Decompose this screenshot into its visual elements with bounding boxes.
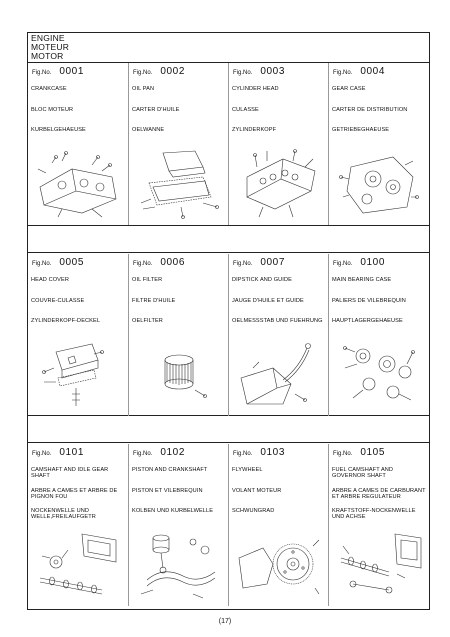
fig-number: 0100: [360, 257, 385, 268]
part-name-en: GEAR CASE: [332, 86, 366, 92]
figure-cell-0100[interactable]: [328, 254, 427, 416]
figure-row-2: [28, 254, 429, 416]
part-name-fr: CARTER D'HUILE: [132, 107, 180, 113]
part-name-fr: PALIERS DE VILEBREQUIN: [332, 298, 406, 304]
part-name-de: KURBELGEHAEUSE: [31, 127, 86, 133]
part-name-fr: ARBRE A CAMES ET ARBRE DE PIGNON FOU: [31, 488, 118, 500]
fig-label: Fig.No.: [32, 261, 52, 267]
crankcase-drawing-icon[interactable]: [32, 147, 124, 221]
page-number: (17): [218, 618, 232, 625]
part-name-de: KRAFTSTOFF-NOCKENWELLE UND ACHSE: [332, 508, 416, 520]
part-name-en: CRANKCASE: [31, 86, 67, 92]
figure-cell-0102[interactable]: [128, 444, 227, 606]
fig-number: 0002: [160, 66, 185, 77]
part-name-de: NOCKENWELLE UND WELLE,FREILAUFGETR: [31, 508, 96, 520]
part-name-en: OIL PAN: [132, 86, 155, 92]
part-name-en: HEAD COVER: [31, 277, 69, 283]
fig-label: Fig.No.: [333, 70, 353, 76]
part-name-fr: PISTON ET VILEBREQUIN: [132, 488, 203, 494]
figure-cell-0001[interactable]: [28, 63, 127, 225]
part-name-de: HAUPTLAGERGEHAEUSE: [332, 318, 403, 324]
part-name-en: MAIN BEARING CASE: [332, 277, 392, 283]
fig-label: Fig.No.: [333, 451, 353, 457]
part-name-fr: VOLANT MOTEUR: [232, 488, 282, 494]
figure-cell-0005[interactable]: [28, 254, 127, 416]
fig-label: Fig.No.: [233, 451, 253, 457]
fig-number: 0003: [260, 66, 285, 77]
part-name-fr: FILTRE D'HUILE: [132, 298, 176, 304]
fig-label: Fig.No.: [133, 70, 153, 76]
fig-number: 0004: [360, 66, 385, 77]
section-title-fr: MOTEUR: [31, 42, 70, 53]
fig-number: 0001: [59, 66, 84, 77]
part-name-de: OELMESSSTAB UND FUEHRUNG: [232, 318, 323, 324]
fig-label: Fig.No.: [233, 70, 253, 76]
fuel-camshaft-drawing-icon[interactable]: [333, 528, 425, 602]
figure-row-1: [28, 63, 429, 225]
fig-number: 0105: [360, 447, 385, 458]
part-name-de: ZYLINDERKOPF: [232, 127, 277, 133]
fig-label: Fig.No.: [233, 261, 253, 267]
part-name-de: GETRIEBEGHAEUSE: [332, 127, 390, 133]
figure-cell-0002[interactable]: [128, 63, 227, 225]
part-name-en: OIL FILTER: [132, 277, 163, 283]
part-name-fr: BLOC MOTEUR: [31, 107, 74, 113]
row-separator-band: [28, 415, 429, 443]
part-name-fr: ARBRE A CAMES DE CARBURANT ET ARBRE REGULATEUR: [332, 488, 426, 500]
main-bearing-drawing-icon[interactable]: [333, 338, 425, 412]
cylinder-head-drawing-icon[interactable]: [233, 147, 325, 221]
figure-cell-0004[interactable]: [328, 63, 427, 225]
catalog-sheet: [27, 32, 430, 610]
part-name-en: CYLINDER HEAD: [232, 86, 279, 92]
section-title: [28, 33, 429, 63]
figure-cell-0105[interactable]: [328, 444, 427, 606]
fig-label: Fig.No.: [32, 70, 52, 76]
figure-cell-0003[interactable]: [228, 63, 327, 225]
part-name-fr: CULASSE: [232, 107, 259, 113]
fig-label: Fig.No.: [32, 451, 52, 457]
fig-number: 0007: [260, 257, 285, 268]
flywheel-drawing-icon[interactable]: [233, 528, 325, 602]
part-name-de: ZYLINDERKOPF-DECKEL: [31, 318, 101, 324]
fig-label: Fig.No.: [333, 261, 353, 267]
part-name-en: FUEL CAMSHAFT AND GOVERNOR SHAFT: [332, 467, 394, 479]
part-name-en: FLYWHEEL: [232, 467, 263, 473]
part-name-de: SCHWUNGRAD: [232, 508, 275, 514]
figure-cell-0103[interactable]: [228, 444, 327, 606]
part-name-en: CAMSHAFT AND IDLE GEAR SHAFT: [31, 467, 109, 479]
fig-number: 0006: [160, 257, 185, 268]
head-cover-drawing-icon[interactable]: [32, 338, 124, 412]
fig-label: Fig.No.: [133, 261, 153, 267]
part-name-de: KOLBEN UND KURBELWELLE: [132, 508, 214, 514]
part-name-en: PISTON AND CRANKSHAFT: [132, 467, 208, 473]
fig-label: Fig.No.: [133, 451, 153, 457]
piston-crankshaft-drawing-icon[interactable]: [133, 528, 225, 602]
section-title-en: ENGINE: [31, 33, 65, 43]
part-name-fr: JAUGE D'HUILE ET GUIDE: [232, 298, 304, 304]
part-name-de: OELFILTER: [132, 318, 163, 324]
section-title-de: MOTOR: [31, 51, 64, 62]
figure-cell-0007[interactable]: [228, 254, 327, 416]
figure-cell-0006[interactable]: [128, 254, 227, 416]
camshaft-drawing-icon[interactable]: [32, 528, 124, 602]
figure-cell-0101[interactable]: [28, 444, 127, 606]
row-separator-band: [28, 225, 429, 253]
dipstick-drawing-icon[interactable]: [233, 338, 325, 412]
part-name-fr: CARTER DE DISTRIBUTION: [332, 107, 408, 113]
part-name-en: DIPSTICK AND GUIDE: [232, 277, 292, 283]
fig-number: 0103: [260, 447, 285, 458]
figure-row-3: [28, 444, 429, 606]
fig-number: 0005: [59, 257, 84, 268]
oil-filter-drawing-icon[interactable]: [133, 338, 225, 412]
gear-case-drawing-icon[interactable]: [333, 147, 425, 221]
fig-number: 0101: [59, 447, 84, 458]
fig-number: 0102: [160, 447, 185, 458]
oil-pan-drawing-icon[interactable]: [133, 147, 225, 221]
part-name-de: OELWANNE: [132, 127, 165, 133]
part-name-fr: COUVRE-CULASSE: [31, 298, 85, 304]
